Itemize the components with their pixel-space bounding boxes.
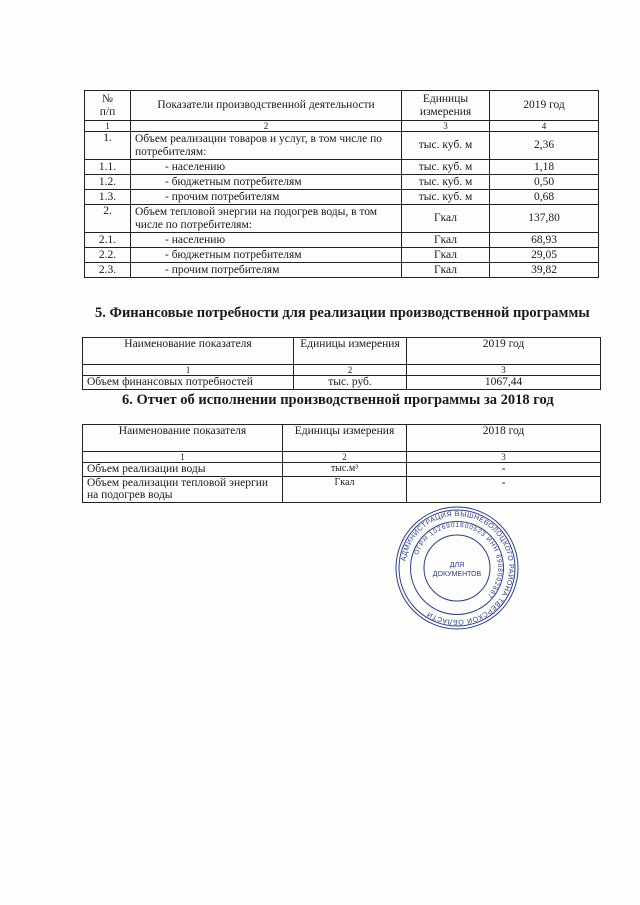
row-unit: тыс.м³ [283,463,407,477]
row-indicator: - прочим потребителям [131,190,402,205]
row-value: 0,50 [490,175,599,190]
row-unit: тыс. куб. м [402,175,490,190]
row-name: Объем финансовых потребностей [83,376,294,390]
row-value: 1067,44 [407,376,601,390]
table-row [85,132,599,160]
index-cell: 3 [407,365,601,376]
row-unit: Гкал [402,248,490,263]
row-value: 1,18 [490,160,599,175]
header-unit: Единицы измерения [283,425,407,452]
index-cell: 1 [83,365,294,376]
row-value: 29,05 [490,248,599,263]
table-row [85,248,599,263]
row-name: Объем реализации тепловой энергии на подогрев воды [83,476,283,502]
index-cell: 4 [490,121,599,132]
row-value: - [407,476,601,502]
index-cell: 2 [131,121,402,132]
row-value: 0,68 [490,190,599,205]
header-unit: Единицы измерения [402,91,490,121]
financial-needs-table [82,337,601,390]
row-number: 1.1. [85,160,131,175]
stamp-inner-text: ОГРН 1026901600523 ИНН 6908002887 [413,521,504,600]
row-unit: тыс. куб. м [402,160,490,175]
header-indicator-name: Наименование показателя [83,338,294,365]
stamp-outer-text: АДМИНИСТРАЦИЯ ВЫШНЕВОЛОЦКОГО РАЙОНА ТВЕРСКОЙ ОБЛАСТИ [400,510,515,626]
row-indicator: - бюджетным потребителям [131,248,402,263]
index-cell: 3 [402,121,490,132]
row-number: 2.1. [85,233,131,248]
program-report-table [82,424,601,503]
row-value: 39,82 [490,263,599,278]
production-indicators-table [84,90,599,278]
row-indicator: - бюджетным потребителям [131,175,402,190]
row-number: 2. [85,205,131,233]
row-unit: Гкал [283,476,407,502]
row-value: 68,93 [490,233,599,248]
official-stamp [394,505,520,631]
row-number: 2.2. [85,248,131,263]
row-value: - [407,463,601,477]
header-indicator-name: Наименование показателя [83,425,283,452]
index-cell: 3 [407,452,601,463]
stamp-center-line1: ДЛЯ [449,562,465,569]
row-indicator: - прочим потребителям [131,263,402,278]
row-number: 1.3. [85,190,131,205]
table-row [85,233,599,248]
row-indicator: - населению [131,233,402,248]
index-cell: 1 [85,121,131,132]
table-row [85,190,599,205]
table-row [85,205,599,233]
row-value: 137,80 [490,205,599,233]
section-5-title: 5. Финансовые потребности для реализации производственной программы [95,305,590,321]
table-row [85,263,599,278]
row-indicator: - населению [131,160,402,175]
table-row [85,160,599,175]
stamp-center-line2: ДОКУМЕНТОВ [432,571,482,578]
header-year: 2019 год [407,338,601,365]
row-unit: тыс. куб. м [402,190,490,205]
row-number: 2.3. [85,263,131,278]
row-unit: тыс. руб. [294,376,407,390]
section-6-title: 6. Отчет об исполнении производственной программы за 2018 год [122,392,554,408]
row-unit: тыс. куб. м [402,132,490,160]
row-number: 1. [85,132,131,160]
header-indicator: Показатели производственной деятельности [131,91,402,121]
row-unit: Гкал [402,233,490,248]
row-indicator: Объем тепловой энергии на подогрев воды, в том числе по потребителям: [131,205,402,233]
index-cell: 2 [283,452,407,463]
row-unit: Гкал [402,263,490,278]
header-year: 2018 год [407,425,601,452]
header-year: 2019 год [490,91,599,121]
row-unit: Гкал [402,205,490,233]
table-row [85,175,599,190]
row-number: 1.2. [85,175,131,190]
header-unit: Единицы измерения [294,338,407,365]
row-indicator: Объем реализации товаров и услуг, в том числе по потребителям: [131,132,402,160]
index-cell: 2 [294,365,407,376]
index-cell: 1 [83,452,283,463]
row-value: 2,36 [490,132,599,160]
header-number: № п/п [85,91,131,121]
row-name: Объем реализации воды [83,463,283,477]
